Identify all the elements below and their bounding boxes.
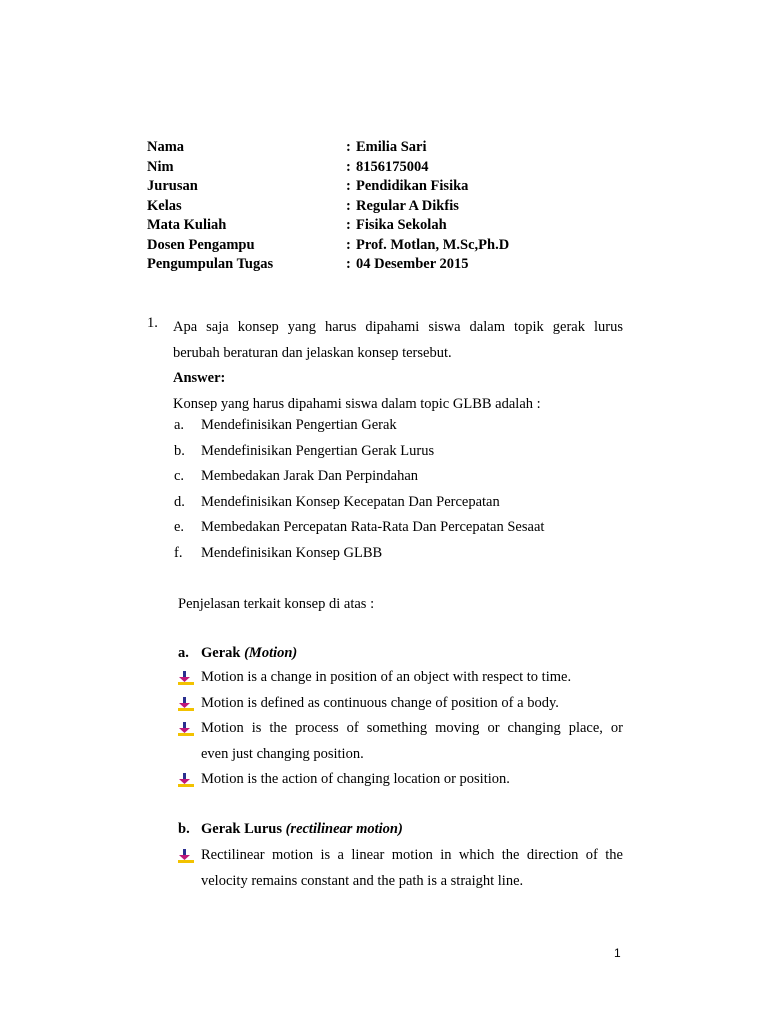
- arrow-bullet-icon: [178, 697, 194, 711]
- info-separator: :: [346, 178, 351, 194]
- list-marker: f.: [174, 544, 183, 561]
- section-a-heading: [178, 641, 297, 666]
- section-marker: a.: [178, 645, 189, 661]
- info-value: Pendidikan Fisika: [356, 178, 469, 194]
- info-separator: :: [346, 197, 351, 214]
- bullet-item: [178, 716, 623, 767]
- section-subtitle: (Motion): [244, 645, 298, 661]
- explanation-intro: Penjelasan terkait konsep di atas :: [178, 596, 375, 612]
- info-row-nama: [147, 138, 509, 158]
- bullet-item: [178, 691, 623, 717]
- list-marker: b.: [174, 442, 185, 459]
- info-row-dosen: [147, 236, 509, 256]
- info-value: Fisika Sekolah: [356, 217, 447, 233]
- info-label: Pengumpulan Tugas: [147, 256, 274, 272]
- concept-list: [174, 413, 624, 566]
- list-item-text: Mendefinisikan Pengertian Gerak: [201, 417, 397, 433]
- list-item-text: Membedakan Percepatan Rata-Rata Dan Percepatan Sesaat: [201, 519, 545, 535]
- info-label: Dosen Pengampu: [147, 236, 255, 253]
- info-row-mata-kuliah: [147, 216, 509, 236]
- info-label: Mata Kuliah: [147, 217, 227, 233]
- list-marker: e.: [174, 519, 185, 535]
- info-row-jurusan: [147, 177, 509, 197]
- arrow-bullet-icon: [178, 671, 194, 685]
- section-title: Gerak Lurus: [201, 821, 282, 837]
- question-line: berubah beraturan dan jelaskan konsep tersebut.: [173, 344, 452, 361]
- page-number: 1: [614, 946, 621, 960]
- list-marker: a.: [174, 417, 185, 433]
- info-separator: :: [346, 256, 351, 272]
- section-title: Gerak: [201, 645, 241, 661]
- bullet-item: [178, 665, 623, 691]
- info-value: Regular A Dikfis: [356, 197, 459, 214]
- bullet-item: [178, 843, 623, 894]
- list-item: [174, 413, 624, 439]
- info-separator: :: [346, 139, 351, 155]
- student-info: [147, 138, 509, 275]
- list-marker: d.: [174, 493, 185, 510]
- list-item: [174, 515, 624, 541]
- list-item: [174, 490, 624, 516]
- question-line: Apa saja konsep yang harus dipahami siswa dalam topik gerak lurus: [173, 319, 623, 335]
- question-1: [147, 315, 623, 417]
- bullet-text: velocity remains constant and the path is a straight line.: [201, 872, 524, 889]
- bullet-text: Rectilinear motion is a linear motion in which the direction of the: [201, 847, 623, 863]
- info-row-kelas: [147, 197, 509, 217]
- arrow-bullet-icon: [178, 722, 194, 736]
- answer-intro: Konsep yang harus dipahami siswa dalam topic GLBB adalah :: [173, 395, 541, 412]
- info-separator: :: [346, 158, 351, 175]
- arrow-bullet-icon: [178, 773, 194, 787]
- answer-label: Answer:: [173, 370, 226, 386]
- info-row-nim: [147, 158, 509, 178]
- bullet-text: Motion is a change in position of an object with respect to time.: [201, 669, 572, 685]
- bullet-item: [178, 767, 623, 793]
- list-marker: c.: [174, 468, 185, 484]
- bullet-text: Motion is the process of something moving or changing place, or: [201, 720, 623, 736]
- info-label: Nim: [147, 158, 174, 175]
- bullet-text: Motion is the action of changing location or position.: [201, 771, 510, 787]
- list-item-text: Mendefinisikan Pengertian Gerak Lurus: [201, 442, 435, 459]
- question-number: 1.: [147, 315, 158, 331]
- list-item: [174, 541, 624, 567]
- list-item: [174, 439, 624, 465]
- list-item-text: Membedakan Jarak Dan Perpindahan: [201, 468, 419, 484]
- list-item-text: Mendefinisikan Konsep GLBB: [201, 544, 383, 561]
- info-value: Emilia Sari: [356, 139, 427, 155]
- list-item-text: Mendefinisikan Konsep Kecepatan Dan Percepatan: [201, 493, 500, 510]
- list-item: [174, 464, 624, 490]
- info-label: Kelas: [147, 197, 182, 214]
- section-subtitle: (rectilinear motion): [285, 821, 403, 837]
- info-label: Jurusan: [147, 178, 198, 194]
- section-a-bullets: [178, 665, 623, 793]
- bullet-text: Motion is defined as continuous change of position of a body.: [201, 694, 559, 711]
- info-row-pengumpulan: [147, 255, 509, 275]
- info-separator: :: [346, 236, 351, 253]
- section-b-heading: [178, 817, 403, 842]
- info-value: 8156175004: [356, 158, 429, 175]
- info-label: Nama: [147, 139, 185, 155]
- section-b-bullets: [178, 843, 623, 894]
- question-text: [173, 315, 623, 417]
- info-value: Prof. Motlan, M.Sc,Ph.D: [356, 236, 510, 253]
- info-value: 04 Desember 2015: [356, 256, 469, 272]
- bullet-text: even just changing position.: [201, 745, 364, 762]
- arrow-bullet-icon: [178, 849, 194, 863]
- info-separator: :: [346, 217, 351, 233]
- section-marker: b.: [178, 821, 190, 837]
